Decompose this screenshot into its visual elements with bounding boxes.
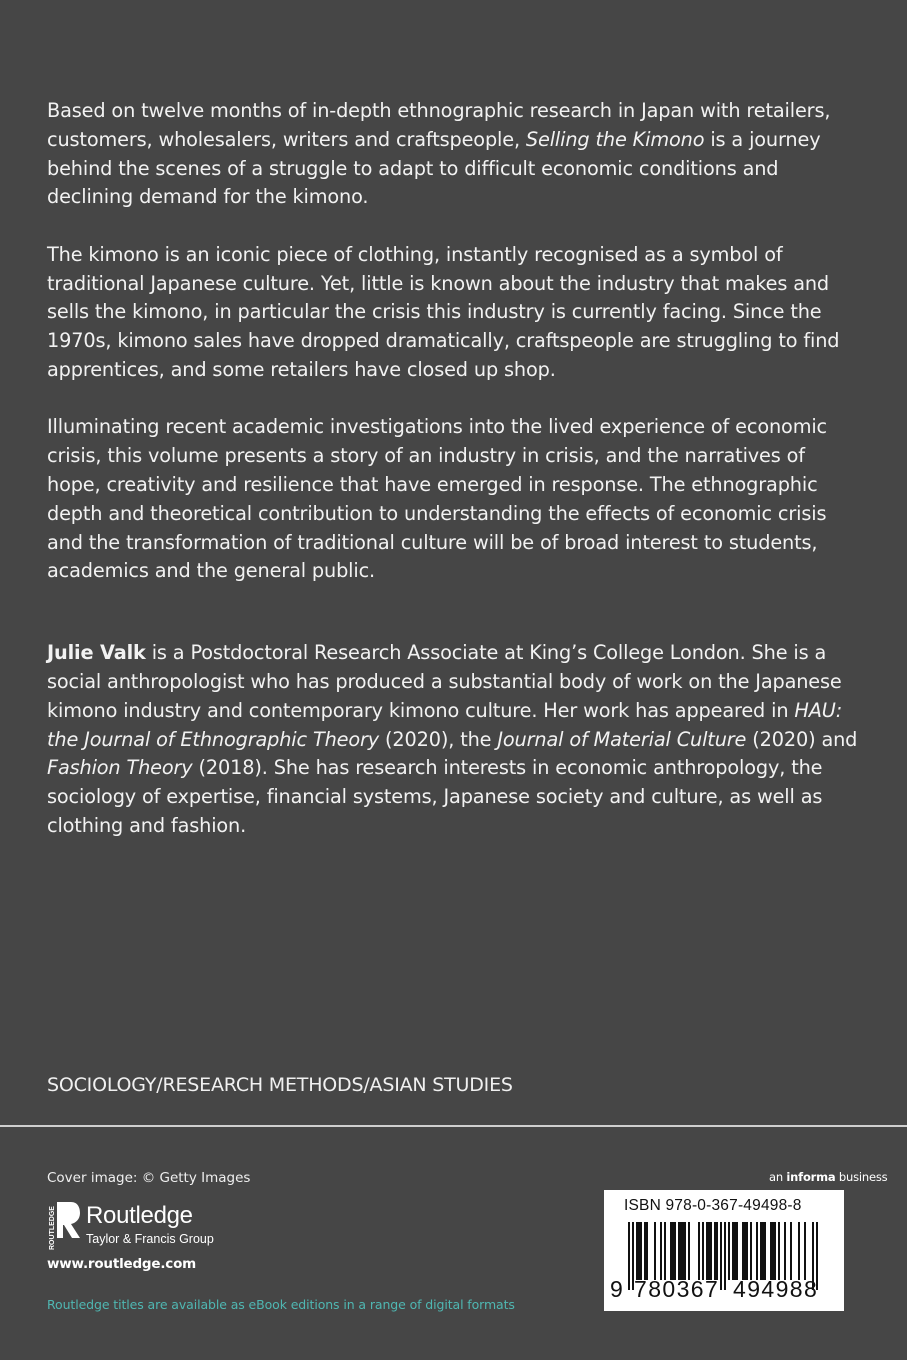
- barcode-bar: [672, 1222, 674, 1280]
- barcode-bar: [674, 1222, 676, 1280]
- barcode-bar: [706, 1222, 708, 1280]
- barcode-bar: [744, 1222, 746, 1280]
- journal-title: Journal of Material Culture: [497, 727, 747, 751]
- barcode-bar: [640, 1222, 642, 1280]
- barcode-bar: [784, 1222, 786, 1280]
- ebook-note: Routledge titles are available as eBook editions in a range of digital formats: [47, 1297, 515, 1312]
- isbn-barcode: [604, 1190, 844, 1311]
- barcode-bar: [732, 1222, 734, 1280]
- svg-text:ROUTLEDGE: ROUTLEDGE: [49, 1206, 56, 1250]
- barcode-bar: [678, 1222, 680, 1280]
- informa-tagline: [769, 1170, 887, 1184]
- description-text: is a journey behind the scenes of a struggle to adapt to difficult economic conditions and declining demand for the kimono.: [47, 127, 821, 209]
- barcode-bar: [684, 1222, 686, 1280]
- barcode-bar: [774, 1222, 776, 1280]
- barcode-bar: [734, 1222, 736, 1280]
- informa-suffix: business: [835, 1170, 888, 1184]
- barcode-bar: [670, 1222, 672, 1280]
- barcode-bar: [772, 1222, 774, 1280]
- barcode-bar: [664, 1222, 666, 1280]
- barcode-bar: [660, 1222, 662, 1280]
- barcode-bar: [728, 1222, 730, 1280]
- routledge-logo-icon: [45, 1200, 81, 1252]
- barcode-bar: [756, 1222, 758, 1280]
- bio-text: (2020) and: [746, 727, 858, 751]
- publisher-name: Routledge: [86, 1202, 193, 1229]
- author-name: Julie Valk: [47, 641, 146, 665]
- barcode-bar: [682, 1222, 684, 1280]
- barcode-bar: [688, 1222, 690, 1280]
- barcode-bar: [646, 1222, 648, 1280]
- barcode-bar: [798, 1222, 800, 1280]
- description-text: Based on twelve months of in-depth ethnographic research in Japan with retailers, customers, wholesalers, writers and craftspeople,: [47, 99, 831, 151]
- publisher-group: Taylor & Francis Group: [86, 1232, 214, 1246]
- isbn-label: ISBN 978-0-367-49498-8: [624, 1197, 802, 1214]
- barcode-bar: [654, 1222, 656, 1280]
- barcode-bar: [790, 1222, 792, 1280]
- barcode-bar: [742, 1222, 744, 1280]
- description-block: [47, 97, 862, 869]
- author-bio: [47, 639, 862, 841]
- bio-text: (2018). She has research interests in economic anthropology, the sociology of expertise, financial systems, Japanese society and culture, as well as clothing and fashion.: [47, 756, 823, 837]
- barcode-bar: [764, 1222, 766, 1280]
- barcode-bar: [702, 1222, 704, 1280]
- barcode-bar: [716, 1222, 718, 1280]
- barcode-bar: [680, 1222, 682, 1280]
- barcode-bar: [750, 1222, 752, 1280]
- barcode-bar: [636, 1222, 638, 1280]
- barcode-digit-first: 9: [610, 1276, 623, 1302]
- barcode-bar: [746, 1222, 748, 1280]
- barcode-digits-left: 780367: [634, 1276, 720, 1302]
- description-paragraph-1: [47, 97, 862, 212]
- barcode-bar: [778, 1222, 780, 1280]
- book-title: Selling the Kimono: [525, 127, 705, 151]
- barcode-bar: [770, 1222, 772, 1280]
- informa-prefix: an: [769, 1170, 787, 1184]
- barcode-bar: [714, 1222, 716, 1280]
- bio-text: (2020), the: [379, 727, 498, 751]
- journal-title: Fashion Theory: [47, 756, 193, 780]
- subject-category: SOCIOLOGY/RESEARCH METHODS/ASIAN STUDIES: [47, 1074, 513, 1096]
- publisher-logo: [45, 1200, 265, 1252]
- publisher-url[interactable]: www.routledge.com: [47, 1256, 197, 1272]
- barcode-bar: [698, 1222, 700, 1280]
- divider: [0, 1125, 907, 1127]
- barcode-digits-right: 494988: [733, 1276, 819, 1302]
- barcode-bar: [710, 1222, 712, 1280]
- bio-text: is a Postdoctoral Research Associate at King’s College London. She is a social anthropologist who has produced a substantial body of work on the Japanese kimono industry and contemporary kimono culture. Her work has appeared in: [47, 641, 842, 722]
- description-paragraph-3: Illuminating recent academic investigations into the lived experience of economic crisis, this volume presents a story of an industry in crisis, and the narratives of hope, creativity and resilience that have emerged in response. The ethnographic depth and theoretical contribution to understanding the effects of economic crisis and the transformation of traditional culture will be of broad interest to students, academics and the general public.: [47, 415, 827, 583]
- barcode-digits: [604, 1276, 844, 1306]
- barcode-bar: [638, 1222, 640, 1280]
- description-paragraph-2: The kimono is an iconic piece of clothing, instantly recognised as a symbol of traditional Japanese culture. Yet, little is known about the industry that makes and sells the kimono, in particular the crisis this industry is currently facing. Since the 1970s, kimono sales have dropped dramatically, craftspeople are struggling to find apprentices, and some retailers have closed up shop.: [47, 242, 840, 381]
- barcode-bar: [762, 1222, 764, 1280]
- barcode-bar: [644, 1222, 646, 1280]
- cover-credit: Cover image: © Getty Images: [47, 1170, 251, 1186]
- informa-brand: informa: [786, 1170, 836, 1184]
- barcode-bar: [736, 1222, 738, 1280]
- barcode-bar: [708, 1222, 710, 1280]
- barcode-bar: [760, 1222, 762, 1280]
- journal-title: HAU: the Journal of Ethnographic Theory: [47, 698, 843, 751]
- barcode-bar: [804, 1222, 806, 1280]
